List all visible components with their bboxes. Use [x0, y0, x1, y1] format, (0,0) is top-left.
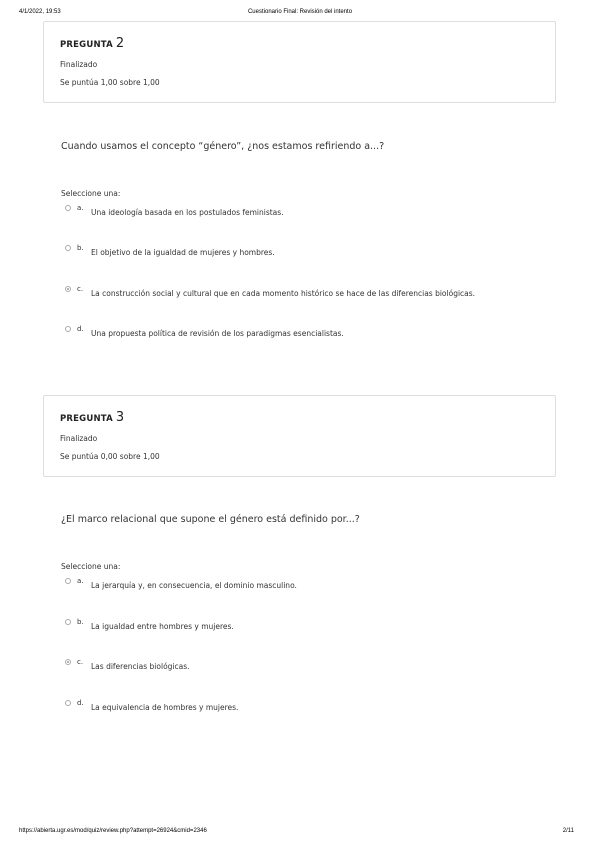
- question-text: ¿El marco relacional que supone el género está definido por...?: [61, 514, 360, 525]
- option-letter: d.: [77, 699, 84, 707]
- page-number: 2/11: [562, 828, 574, 834]
- option-letter: a.: [77, 577, 84, 585]
- option-text: Las diferencias biológicas.: [91, 662, 190, 671]
- question-label: PREGUNTA: [60, 40, 113, 50]
- option-text: La construcción social y cultural que en cada momento histórico se hace de las diferencias biológicas.: [91, 289, 476, 298]
- answer-option[interactable]: [65, 618, 545, 632]
- question-state: Finalizado: [60, 434, 98, 443]
- option-text: La jerarquía y, en consecuencia, el dominio masculino.: [91, 581, 297, 590]
- option-text: El objetivo de la igualdad de mujeres y hombres.: [91, 248, 275, 257]
- answer-option[interactable]: [65, 204, 545, 218]
- radio-button[interactable]: [65, 578, 71, 584]
- radio-button[interactable]: [65, 205, 71, 211]
- question-grade: Se puntúa 0,00 sobre 1,00: [60, 452, 160, 461]
- question-info-card: [43, 21, 556, 103]
- answer-option[interactable]: [65, 658, 545, 672]
- option-letter: c.: [77, 285, 84, 293]
- answer-option[interactable]: [65, 577, 545, 591]
- option-text: La igualdad entre hombres y mujeres.: [91, 622, 234, 631]
- answer-prompt: Seleccione una:: [61, 562, 121, 571]
- print-datetime: 4/1/2022, 19:53: [19, 9, 61, 15]
- question-number: 2: [115, 36, 125, 51]
- answer-prompt: Seleccione una:: [61, 189, 121, 198]
- question-heading: [60, 410, 124, 425]
- option-letter: b.: [77, 618, 84, 626]
- question-number: 3: [115, 410, 125, 425]
- question-state: Finalizado: [60, 60, 98, 69]
- answer-option[interactable]: [65, 699, 545, 713]
- radio-button[interactable]: [65, 326, 71, 332]
- radio-button[interactable]: [65, 700, 71, 706]
- radio-button[interactable]: [65, 245, 71, 251]
- option-letter: c.: [77, 658, 84, 666]
- answer-option[interactable]: [65, 325, 545, 339]
- answer-option[interactable]: [65, 285, 545, 299]
- option-letter: a.: [77, 204, 84, 212]
- question-heading: [60, 36, 124, 51]
- option-letter: d.: [77, 325, 84, 333]
- question-label: PREGUNTA: [60, 414, 113, 424]
- radio-button-selected[interactable]: [65, 286, 71, 292]
- question-grade: Se puntúa 1,00 sobre 1,00: [60, 78, 160, 87]
- radio-button-selected[interactable]: [65, 659, 71, 665]
- print-url: https://abierta.ugr.es/mod/quiz/review.php?attempt=26924&cmid=2346: [19, 828, 207, 834]
- question-text: Cuando usamos el concepto “género”, ¿nos estamos refiriendo a...?: [61, 141, 385, 152]
- option-text: Una ideología basada en los postulados feministas.: [91, 208, 284, 217]
- radio-button[interactable]: [65, 619, 71, 625]
- option-text: Una propuesta política de revisión de los paradigmas esencialistas.: [91, 329, 344, 338]
- print-title: Cuestionario Final: Revisión del intento: [247, 9, 353, 15]
- answer-option[interactable]: [65, 244, 545, 258]
- option-text: La equivalencia de hombres y mujeres.: [91, 703, 239, 712]
- option-letter: b.: [77, 244, 84, 252]
- question-info-card: [43, 395, 556, 477]
